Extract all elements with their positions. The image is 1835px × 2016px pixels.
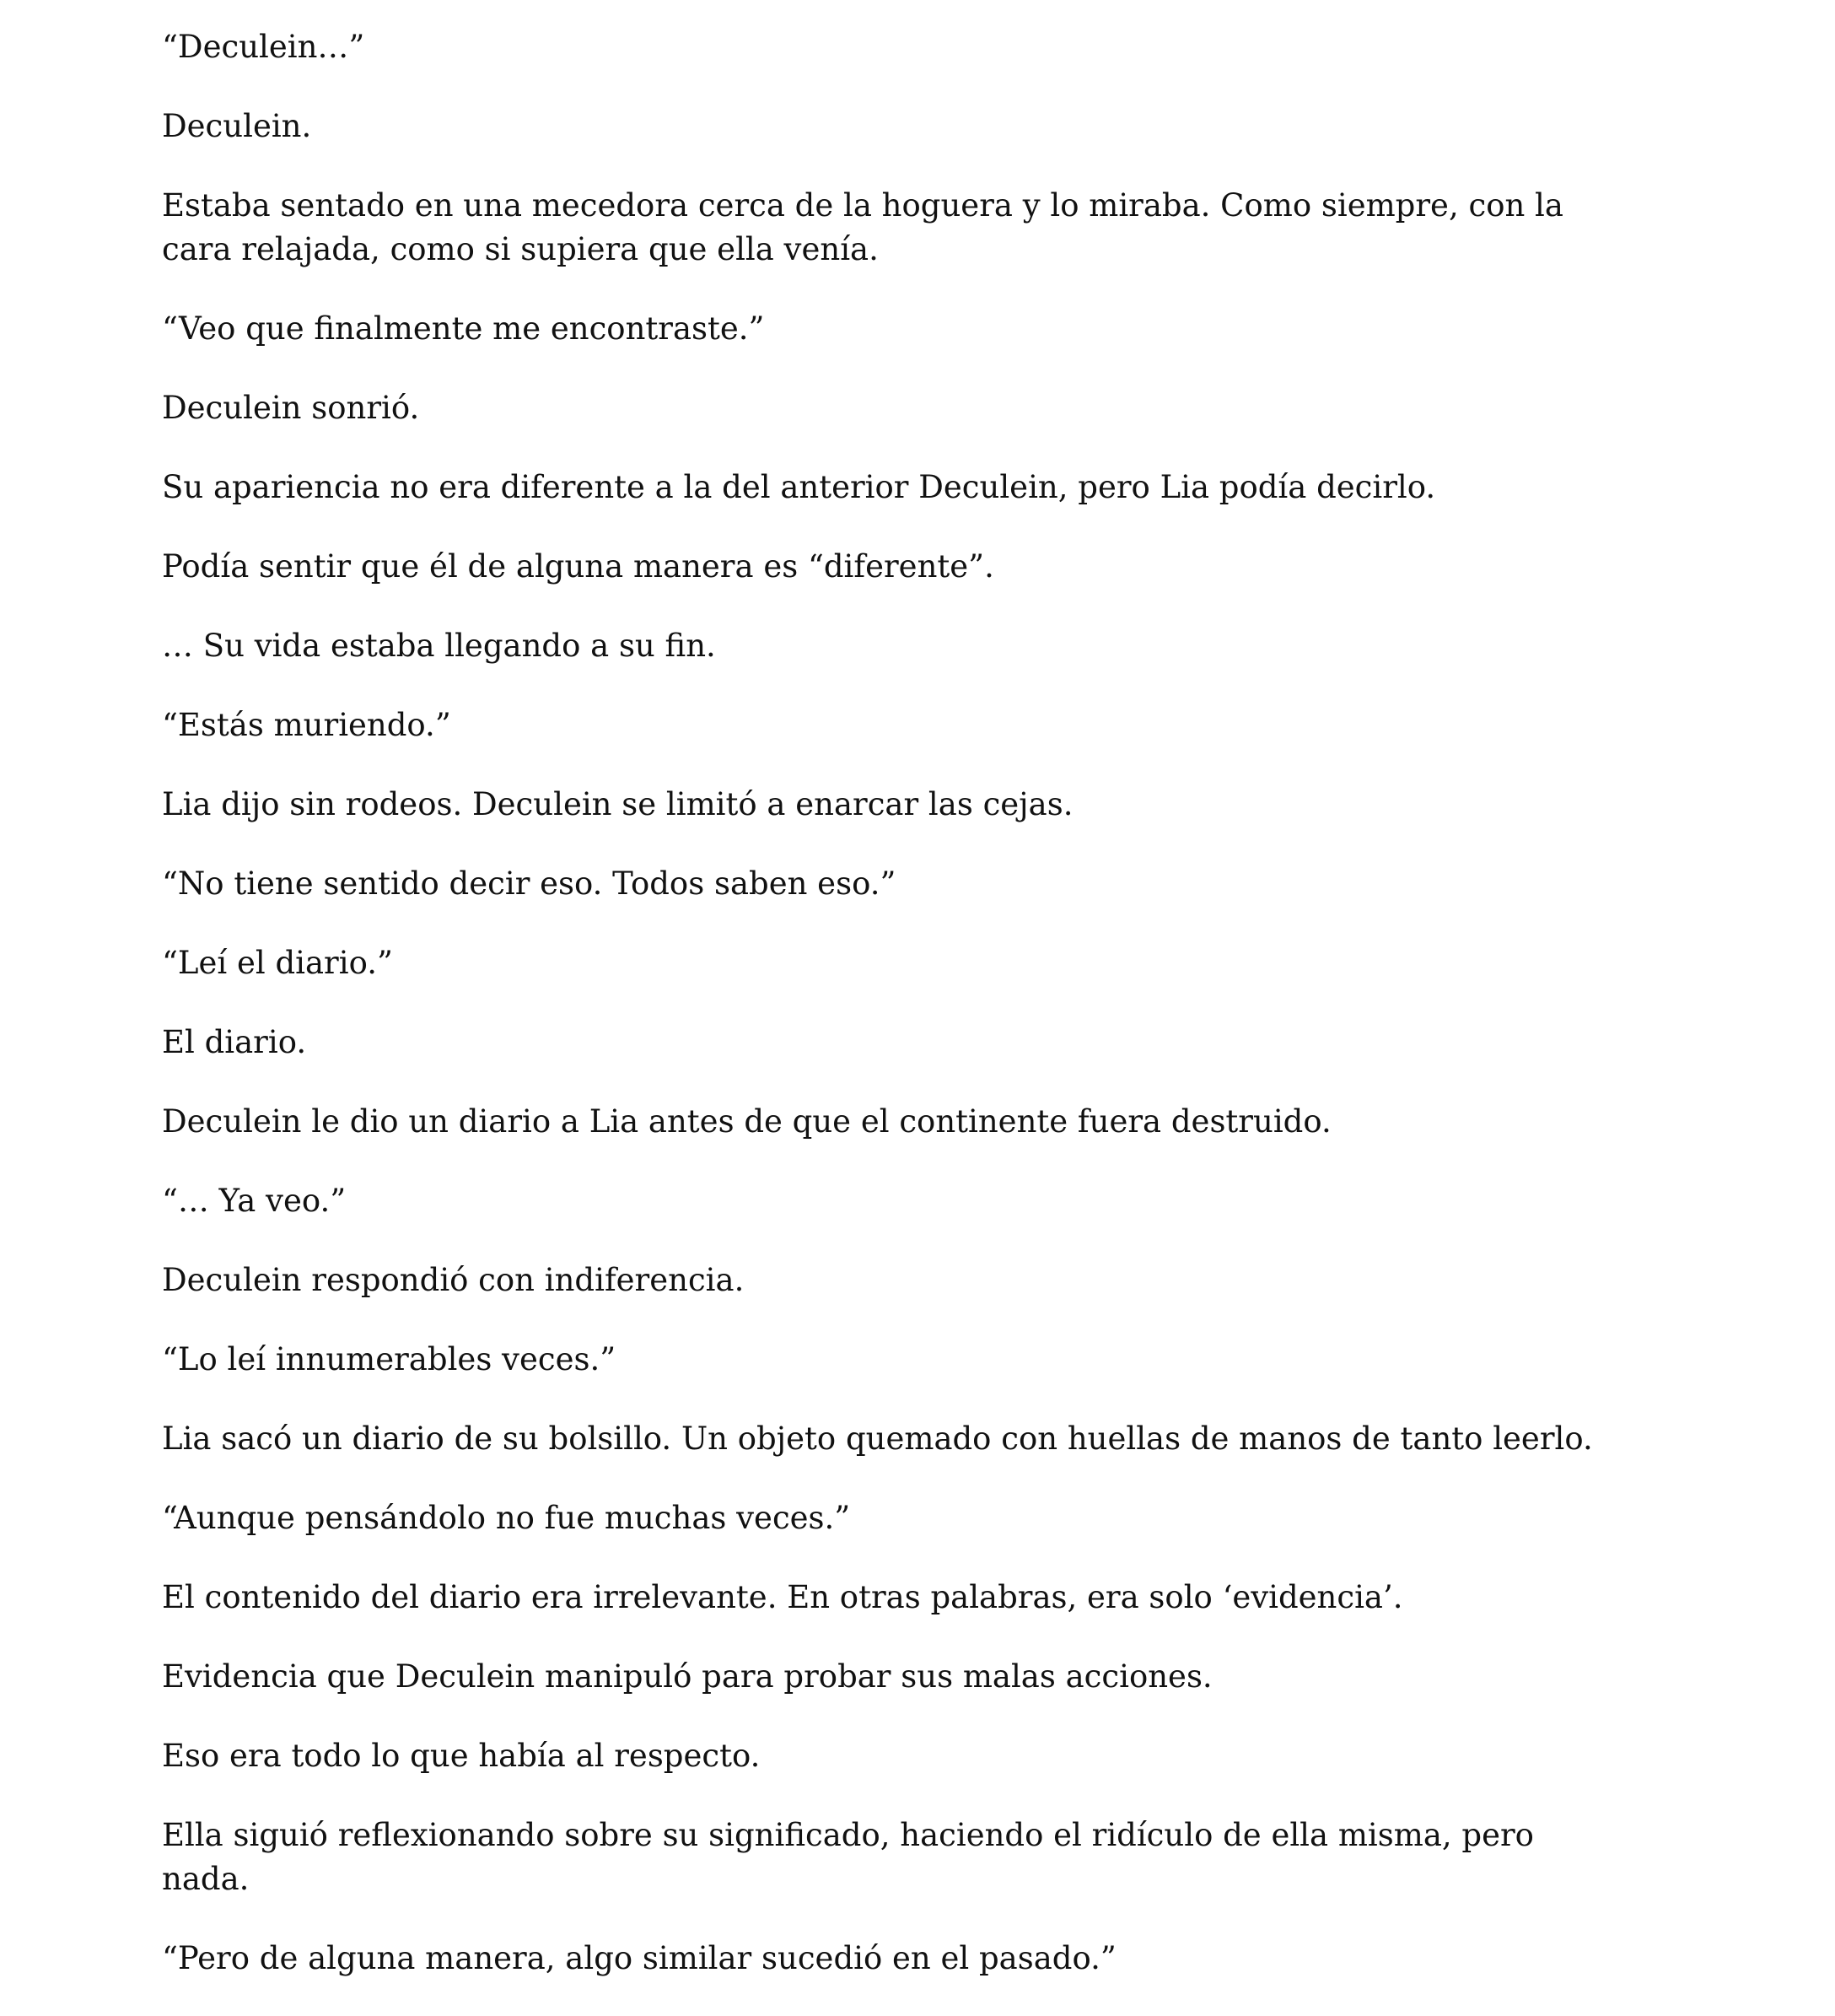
paragraph: Eso era todo lo que había al respecto. [162,1738,761,1774]
paragraph: “Aunque pensándolo no fue muchas veces.” [162,1500,851,1536]
paragraph: “Leí el diario.” [162,945,393,981]
paragraph: El diario. [162,1024,307,1060]
document-page [162,25,1596,2016]
paragraph: El contenido del diario era irrelevante. En otras palabras, era solo ‘evidencia’. [162,1579,1403,1615]
paragraph: “Estás muriendo.” [162,707,451,743]
paragraph: Su apariencia no era diferente a la del anterior Deculein, pero Lia podía decirlo. [162,469,1436,505]
paragraph: “No tiene sentido decir eso. Todos saben eso.” [162,865,896,902]
paragraph: Deculein. [162,108,312,144]
paragraph: “Deculein…” [162,29,365,65]
paragraph: Estaba sentado en una mecedora cerca de la hoguera y lo miraba. Como siempre, con la cara relajada, como si supiera que ella venía. [162,187,1563,267]
paragraph: “Veo que finalmente me encontraste.” [162,310,765,347]
paragraph: Deculein sonrió. [162,390,420,426]
paragraph: Lia sacó un diario de su bolsillo. Un objeto quemado con huellas de manos de tanto leerlo. [162,1420,1593,1457]
paragraph: “Pero de alguna manera, algo similar sucedió en el pasado.” [162,1940,1117,1976]
paragraph: Ella siguió reflexionando sobre su significado, haciendo el ridículo de ella misma, pero nada. [162,1817,1534,1897]
paragraph: … Su vida estaba llegando a su fin. [162,628,716,664]
paragraph: Podía sentir que él de alguna manera es “diferente”. [162,548,994,585]
paragraph: Deculein respondió con indiferencia. [162,1262,745,1298]
paragraph: Evidencia que Deculein manipuló para probar sus malas acciones. [162,1658,1213,1695]
paragraph: Deculein le dio un diario a Lia antes de que el continente fuera destruido. [162,1103,1332,1140]
paragraph: Lia dijo sin rodeos. Deculein se limitó a enarcar las cejas. [162,786,1074,822]
paragraph: “… Ya veo.” [162,1183,347,1219]
paragraph: “Lo leí innumerables veces.” [162,1341,616,1377]
